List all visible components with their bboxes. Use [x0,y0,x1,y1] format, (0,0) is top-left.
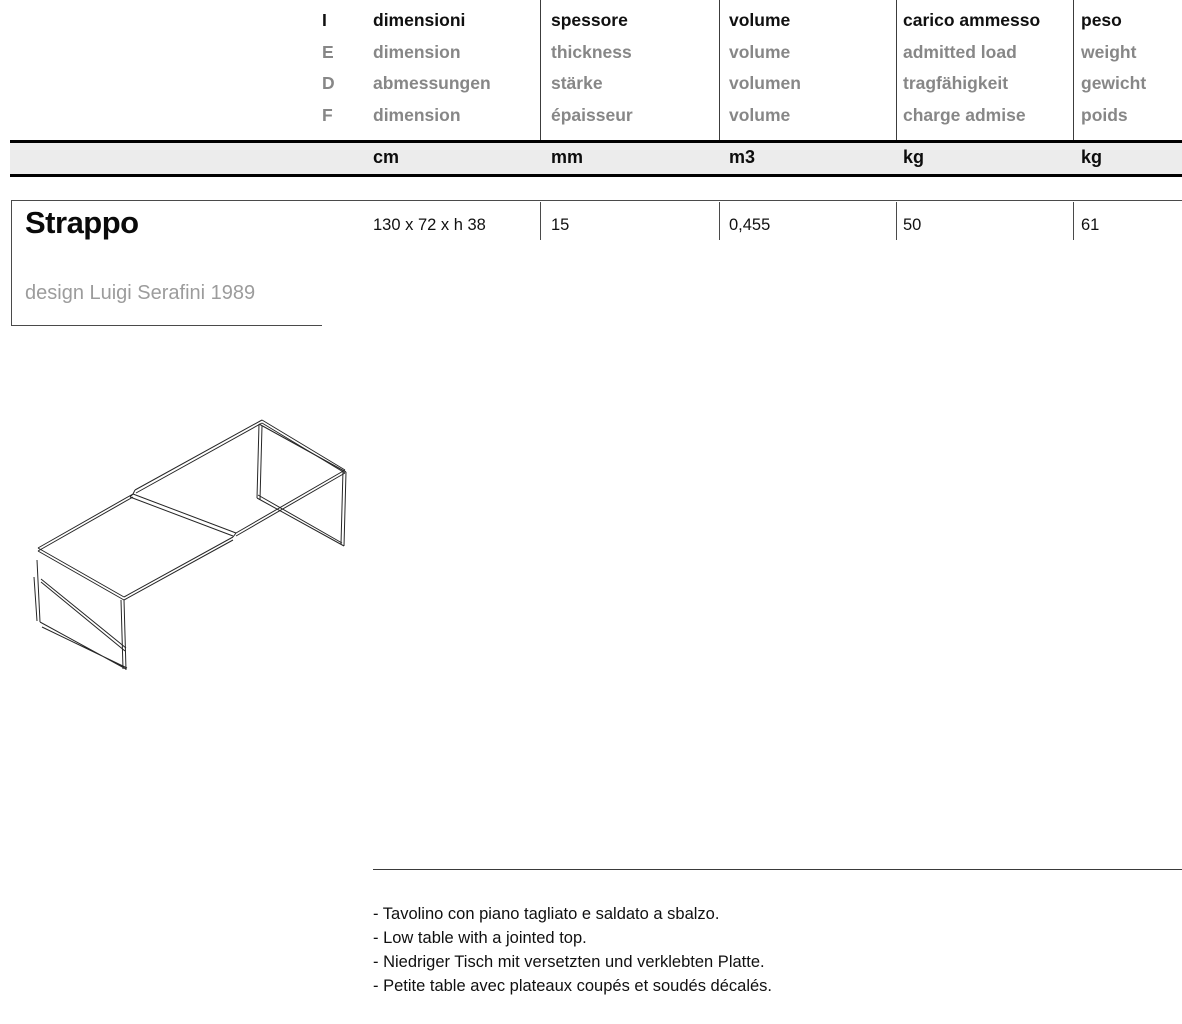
header-column-divider [540,0,541,143]
units-band [10,140,1182,177]
lang-code-french: F [322,105,333,125]
col-header-thickness-fr: épaisseur [551,105,633,125]
col-header-volume-fr: volume [729,105,791,125]
col-header-volume-de: volumen [729,73,801,93]
col-header-dimensions-en: dimension [373,42,461,62]
unit-volume: m3 [729,147,756,167]
header-column-divider [719,0,720,143]
header-column-divider [896,0,897,143]
col-header-weight-fr: poids [1081,105,1128,125]
col-header-thickness-en: thickness [551,42,632,62]
product-row-divider [540,202,541,240]
col-header-volume-en: volume [729,42,791,62]
description-line-en: - Low table with a jointed top. [373,929,587,947]
product-name: Strappo [25,205,139,240]
description-top-rule [373,869,1182,870]
description-block [373,902,772,998]
value-thickness: 15 [551,216,570,234]
lang-code-english: E [322,42,334,62]
header-column-divider [1073,0,1074,143]
description-line-it: - Tavolino con piano tagliato e saldato a sbalzo. [373,905,720,923]
col-header-weight-it: peso [1081,10,1122,30]
value-weight: 61 [1081,216,1100,234]
product-row-divider [896,202,897,240]
unit-weight: kg [1081,147,1103,167]
value-dimensions: 130 x 72 x h 38 [373,216,486,234]
description-line-fr: - Petite table avec plateaux coupés et soudés décalés. [373,977,773,995]
lang-code-italian: I [322,10,327,30]
unit-load: kg [903,147,925,167]
value-volume: 0,455 [729,216,771,234]
col-header-dimensions-fr: dimension [373,105,461,125]
col-header-volume-it: volume [729,10,791,30]
strappo-table-drawing-icon [10,385,370,695]
col-header-load-en: admitted load [903,42,1017,62]
description-line-de: - Niedriger Tisch mit versetzten und verklebten Platte. [373,953,765,971]
col-header-dimensions-de: abmessungen [373,73,491,93]
col-header-thickness-de: stärke [551,73,603,93]
unit-thickness: mm [551,147,584,167]
col-header-thickness-it: spessore [551,10,628,30]
col-header-load-fr: charge admise [903,105,1026,125]
col-header-load-it: carico ammesso [903,10,1041,30]
col-header-dimensions-it: dimensioni [373,10,466,30]
design-credit: design Luigi Serafini 1989 [25,282,256,304]
lang-code-german: D [322,73,335,93]
product-row-divider [719,202,720,240]
col-header-load-de: tragfähigkeit [903,73,1009,93]
product-row-divider [1073,202,1074,240]
product-box [11,200,322,326]
col-header-weight-de: gewicht [1081,73,1147,93]
value-load: 50 [903,216,922,234]
col-header-weight-en: weight [1081,42,1137,62]
unit-dimensions: cm [373,147,400,167]
